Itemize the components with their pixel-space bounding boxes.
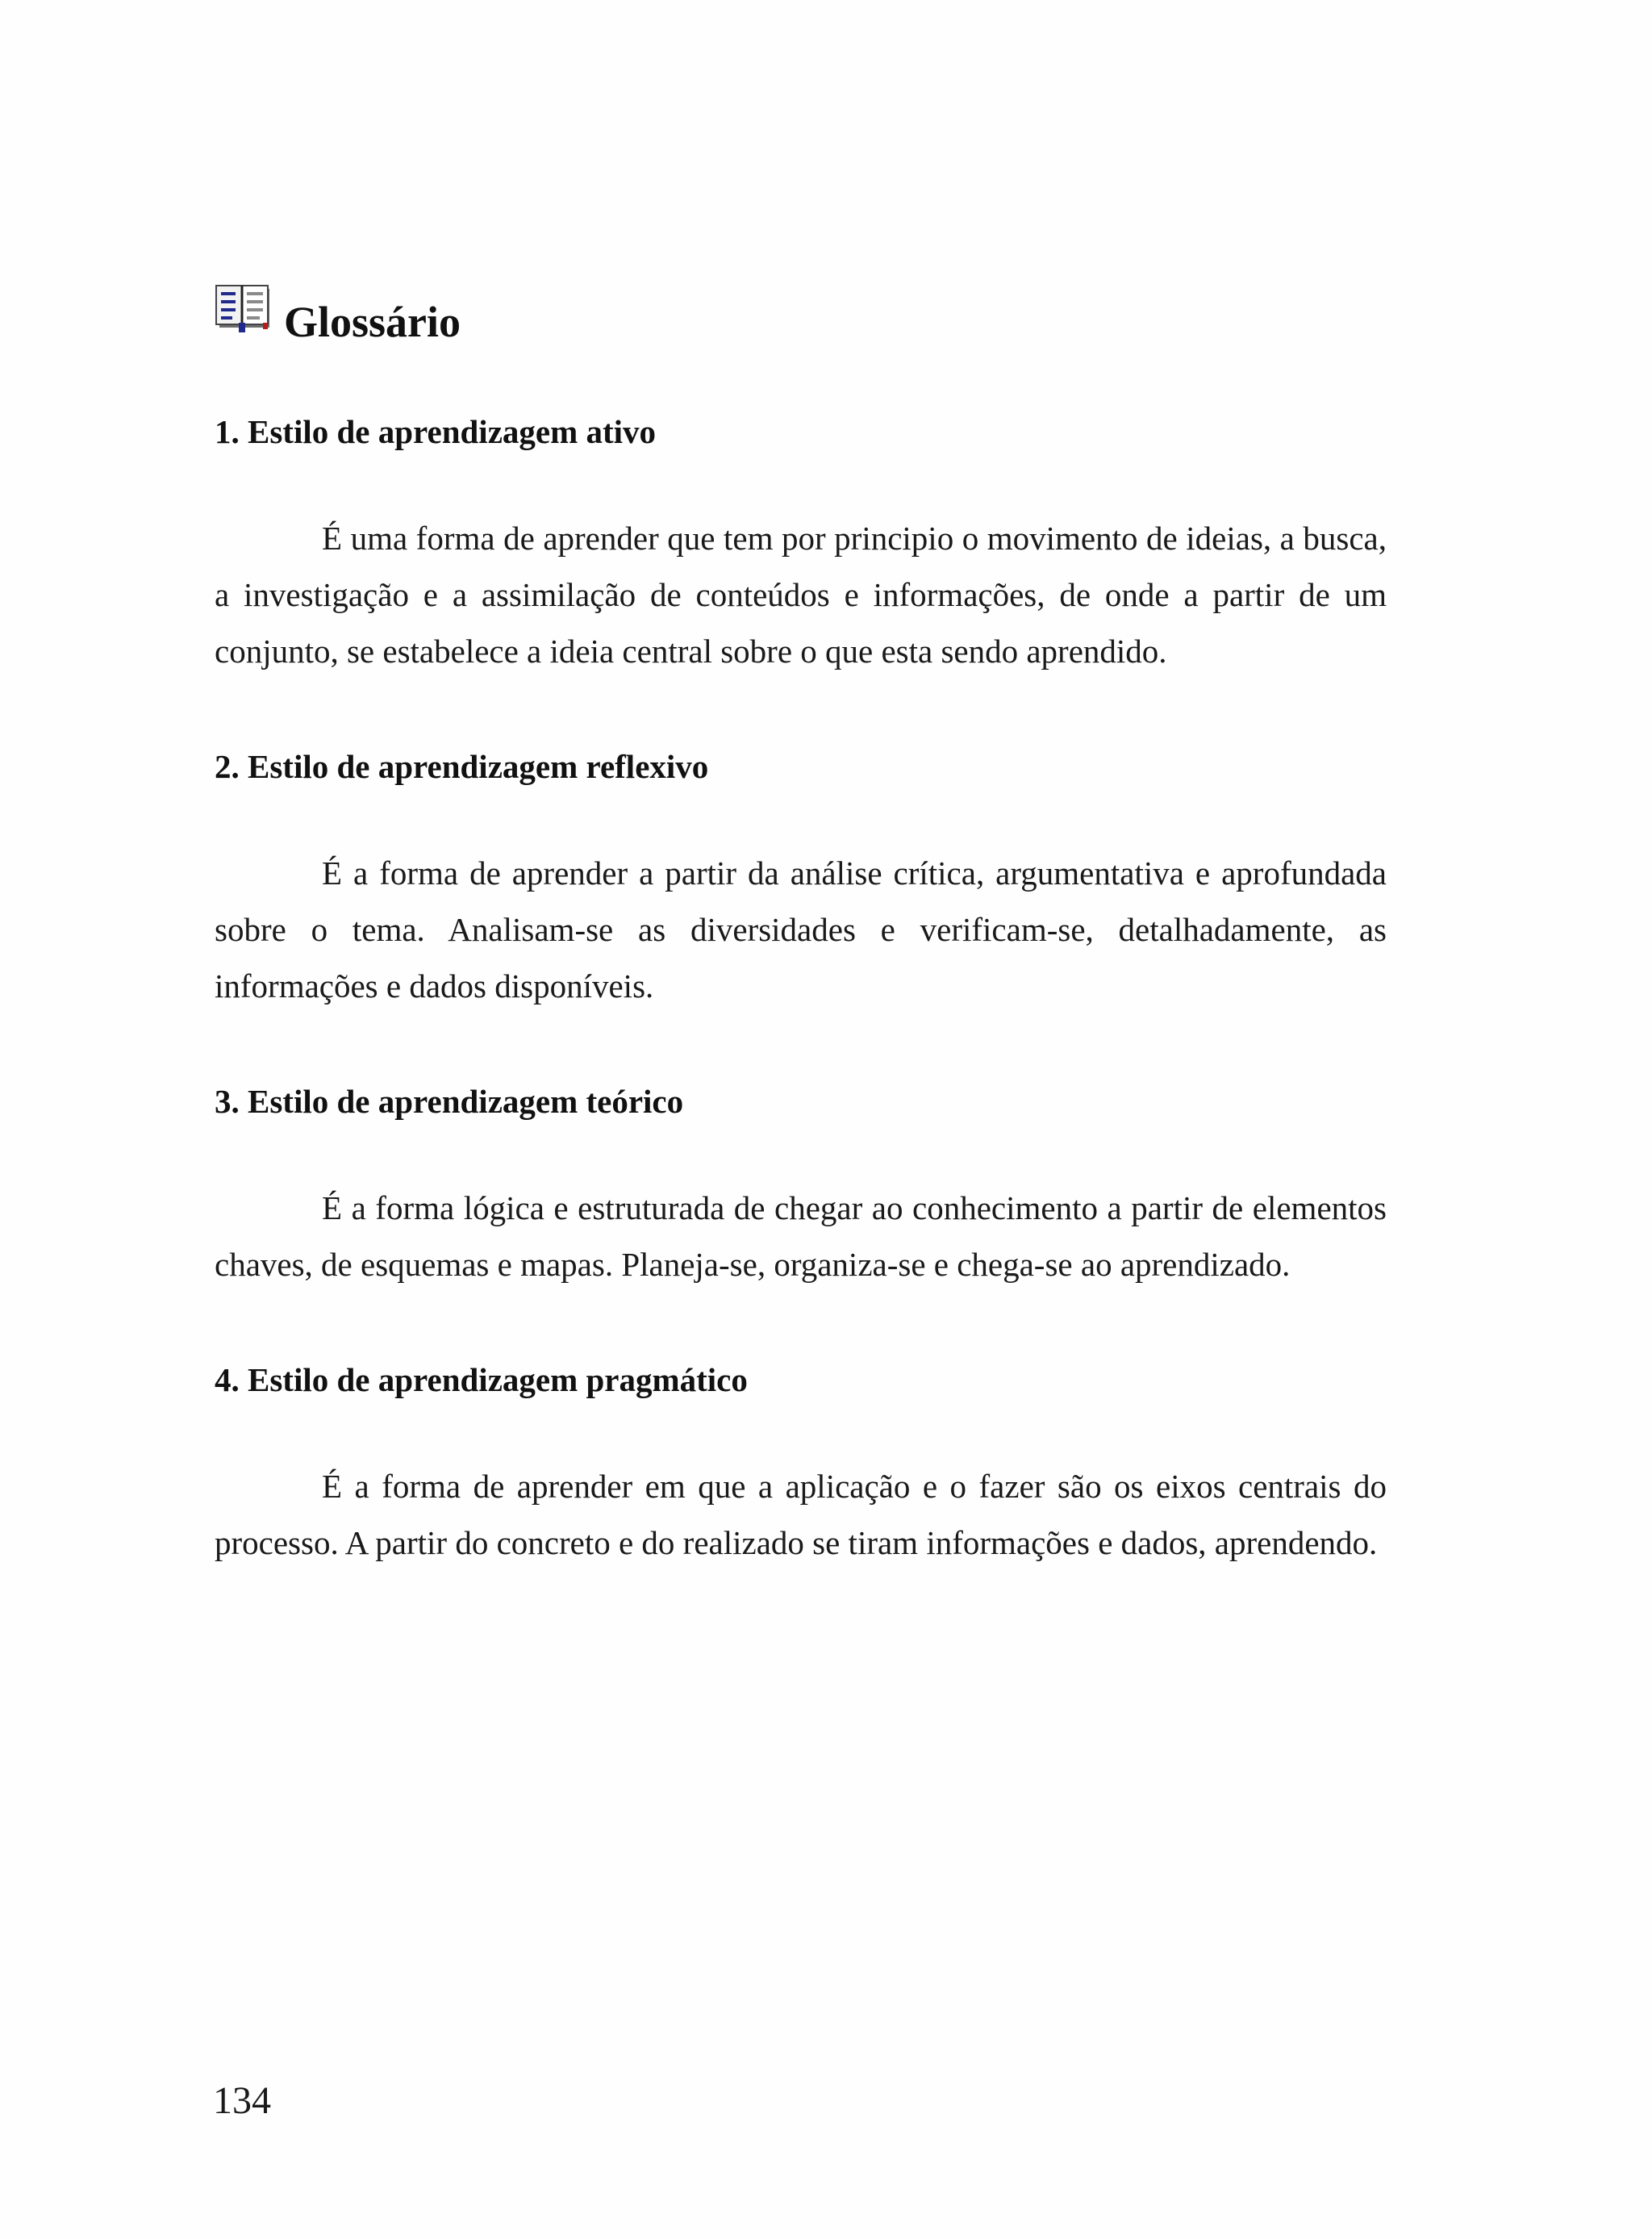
book-icon (215, 284, 273, 334)
glossary-list (215, 407, 1387, 1571)
page-number: 134 (213, 2079, 271, 2122)
glossary-entry (215, 742, 1387, 1014)
entry-heading: 3. Estilo de aprendizagem teórico (215, 1083, 684, 1120)
glossary-entry (215, 407, 1387, 679)
section-header (215, 271, 461, 344)
glossary-entry (215, 1077, 1387, 1293)
entry-heading: 2. Estilo de aprendizagem reflexivo (215, 748, 709, 785)
glossary-entry (215, 1356, 1387, 1571)
page-title: Glossário (284, 298, 461, 346)
entry-definition: É a forma de aprender a partir da análise crítica, argumentativa e aprofundada sobre o tema. Analisam-se as diversidades e verificam-se, detalhadamente, as informações e dados disponíveis. (215, 854, 1387, 1005)
entry-definition: É a forma de aprender em que a aplicação e o fazer são os eixos centrais do processo. A partir do concreto e do realizado se tiram informações e dados, aprendendo. (215, 1468, 1387, 1561)
entry-heading: 1. Estilo de aprendizagem ativo (215, 413, 657, 450)
entry-definition: É uma forma de aprender que tem por principio o movimento de ideias, a busca, a investigação e a assimilação de conteúdos e informações, de onde a partir de um conjunto, se estabelece a ideia central sobre o que esta sendo aprendido. (215, 520, 1387, 670)
entry-definition: É a forma lógica e estruturada de chegar ao conhecimento a partir de elementos chaves, de esquemas e mapas. Planeja-se, organiza-se e chega-se ao aprendizado. (215, 1189, 1387, 1283)
entry-heading: 4. Estilo de aprendizagem pragmático (215, 1361, 748, 1398)
